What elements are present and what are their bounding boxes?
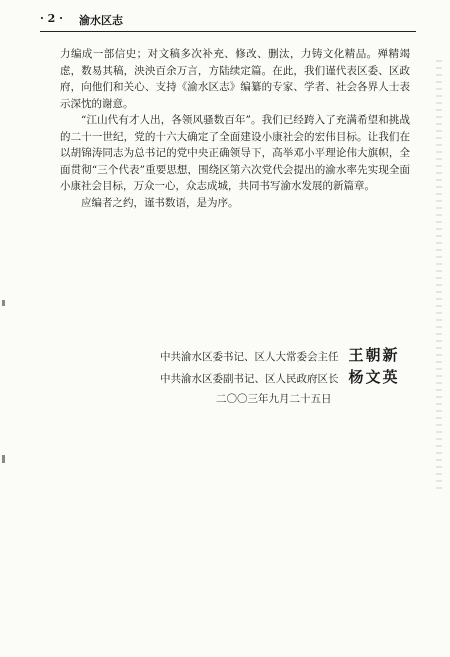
signer-title-1: 中共渝水区委书记、区人大常委会主任 xyxy=(160,351,339,363)
signer-title-2: 中共渝水区委副书记、区人民政府区长 xyxy=(160,373,339,385)
signer-name-2: 杨文英 xyxy=(348,368,400,386)
page-header xyxy=(40,12,415,28)
signature-row-1 xyxy=(160,345,430,367)
scan-edge-mark xyxy=(2,455,5,463)
paragraph-closing: 应编者之约，谨书数语，是为序。 xyxy=(81,196,239,209)
signature-date-row xyxy=(160,389,430,409)
paragraph-continued: 力编成一部信史；对文稿多次补充、修改、删汰，力铸文化精品。殚精竭虑，数易其稿，泱泱百余万言，方陆续定篇。在此，我们谨代表区委、区政府，向他们和关心、支持《渝水区志》编纂的专家、学者、社会各界人士表示深忱的谢意。 xyxy=(60,48,410,110)
body-text xyxy=(60,46,410,211)
paragraph-quote: “江山代有才人出，各领风骚数百年”。我们已经跨入了充满希望和挑战的二十一世纪，党的十六大确定了全面建设小康社会的宏伟目标。让我们在以胡锦涛同志为总书记的党中央正确领导下，高举邓小平理论伟大旗帜，全面贯彻“三个代表”重要思想，围绕区第六次党代会提出的渝水率先实现全面小康社会目标，万众一心，众志成城，共同书写渝水发展的新篇章。 xyxy=(60,114,410,192)
signature-row-2 xyxy=(160,367,430,389)
signature-date: 二〇〇三年九月二十五日 xyxy=(216,393,332,405)
header-rule xyxy=(40,31,416,32)
signer-name-1: 王朝新 xyxy=(348,346,400,364)
signature-block xyxy=(160,345,430,409)
book-title: 渝水区志 xyxy=(78,14,123,27)
scan-binding-shadow xyxy=(436,60,442,490)
page-number: · 2 · xyxy=(40,12,63,25)
scan-edge-mark xyxy=(2,300,5,306)
